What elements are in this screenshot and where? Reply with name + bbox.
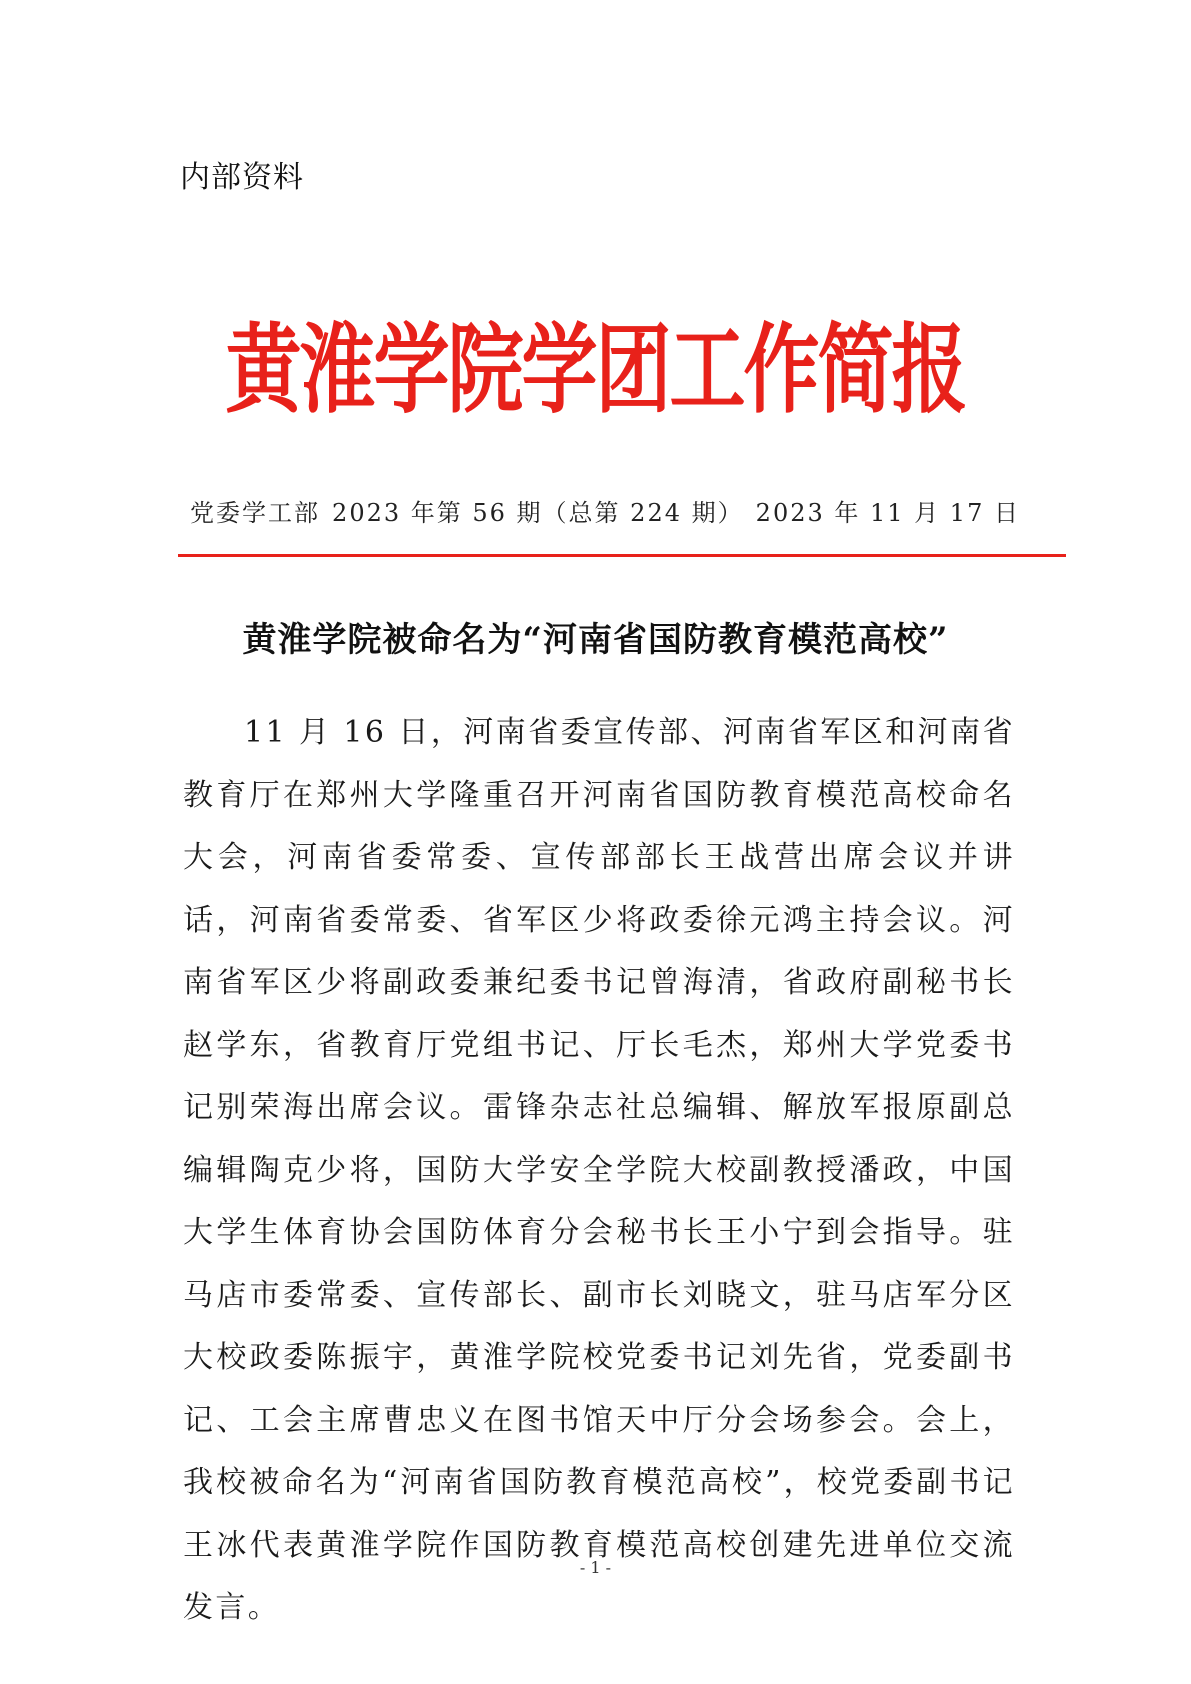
issue-number: 2023 年第 56 期（总第 224 期）	[332, 499, 744, 527]
article-body-paragraph: 11 月 16 日，河南省委宣传部、河南省军区和河南省教育厅在郑州大学隆重召开河南省国防教育模范高校命名大会，河南省委常委、宣传部部长王战营出席会议并讲话，河南省委常委、省军区少将政委徐元鸿主持会议。河南省军区少将副政委兼纪委书记曾海清，省政府副秘书长赵学东，省教育厅党组书记、厅长毛杰，郑州大学党委书记别荣海出席会议。雷锋杂志社总编辑、解放军报原副总编辑陶克少将，国防大学安全学院大校副教授潘政，中国大学生体育协会国防体育分会秘书长王小宁到会指导。驻马店市委常委、宣传部长、副市长刘晓文，驻马店军分区大校政委陈振宇，黄淮学院校党委书记刘先省，党委副书记、工会主席曹忠义在图书馆天中厅分会场参会。会上，我校被命名为“河南省国防教育模范高校”，校党委副书记王冰代表黄淮学院作国防教育模范高校创建先进单位交流发言。	[183, 715, 1015, 1625]
newsletter-masthead: 黄淮学院学团工作简报	[225, 312, 966, 427]
issuing-department: 党委学工部	[190, 499, 320, 527]
header-divider	[178, 554, 1066, 557]
issue-info-line	[190, 493, 1020, 528]
page-number: - 1 -	[579, 1558, 612, 1577]
issue-date: 2023 年 11 月 17 日	[755, 499, 1020, 527]
internal-material-label: 内部资料	[180, 160, 304, 195]
article-title: 黄淮学院被命名为“河南省国防教育模范高校”	[242, 620, 949, 660]
